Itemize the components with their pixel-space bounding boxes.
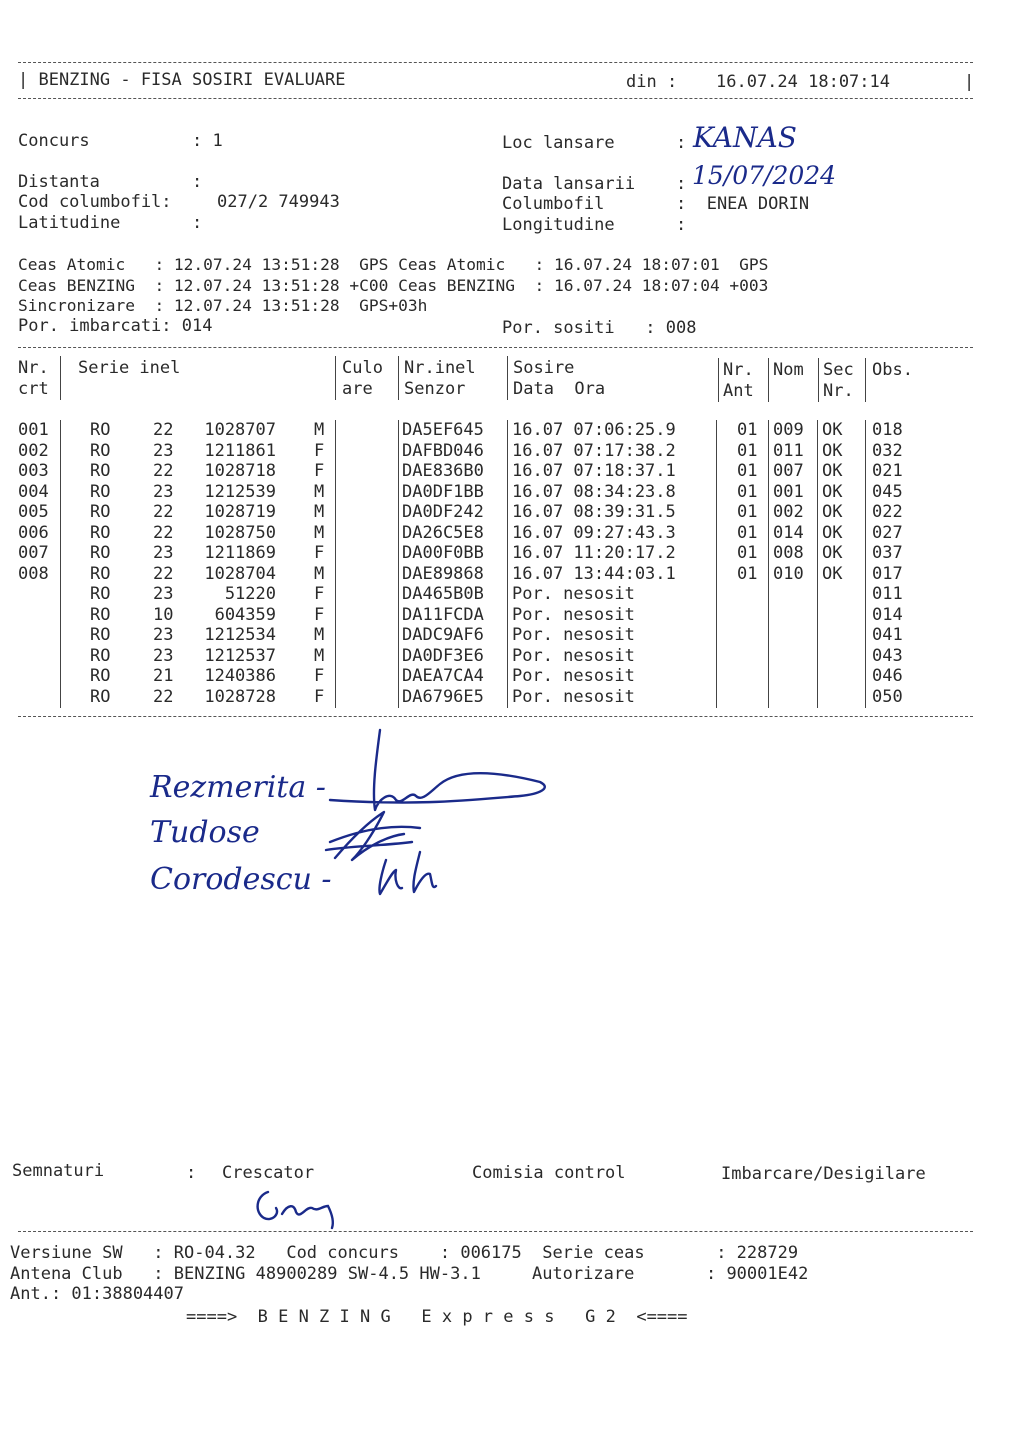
distanta-label: Distanta xyxy=(18,172,100,192)
header-right-bar: | xyxy=(964,72,975,92)
porumbei-sositi: Por. sositi : 008 xyxy=(502,318,697,338)
cell-country: RO xyxy=(90,543,111,563)
cell-obs: 011 xyxy=(872,584,903,604)
cell-nom: 014 xyxy=(773,522,804,543)
cell-nr-crt: 007 xyxy=(18,543,49,563)
cell-ring-number: 1028707 xyxy=(204,420,276,440)
cell-sosire: 16.07 07:18:37.1 xyxy=(512,461,676,481)
cell-country: RO xyxy=(90,584,111,604)
cell-country: RO xyxy=(90,440,111,461)
cell-nr-crt: 002 xyxy=(18,440,49,461)
cell-country: RO xyxy=(90,645,111,666)
cell-nom: 008 xyxy=(773,543,804,563)
cell-senzor: DA6796E5 xyxy=(402,686,484,707)
cell-nr-crt: 004 xyxy=(18,481,49,502)
cell-country: RO xyxy=(90,502,111,522)
cell-sosire: Por. nesosit xyxy=(512,666,635,686)
cell-sex: F xyxy=(314,461,325,481)
cell-obs: 017 xyxy=(872,563,903,584)
cell-sosire: Por. nesosit xyxy=(512,584,635,604)
columbofil-label: Columbofil xyxy=(502,194,605,214)
cell-nr-ant: 01 xyxy=(737,420,758,440)
comisia-control-label: Comisia control xyxy=(472,1163,626,1183)
cell-obs: 018 xyxy=(872,420,903,440)
cell-ring-number: 1240386 xyxy=(204,666,276,686)
cell-ring-number: 1212537 xyxy=(204,645,276,666)
cell-sex: M xyxy=(314,645,325,666)
loc-lansare-handwritten: KANAS xyxy=(693,121,797,154)
cell-senzor: DAE89868 xyxy=(402,563,484,584)
loc-lansare-colon: : xyxy=(676,133,687,153)
cell-ring-number: 1028718 xyxy=(204,461,276,481)
cell-sex: M xyxy=(314,522,325,543)
cell-obs: 041 xyxy=(872,625,903,645)
cell-senzor: DA26C5E8 xyxy=(402,522,484,543)
col-header-senzor: Senzor xyxy=(404,379,466,399)
cell-sex: M xyxy=(314,420,325,440)
report-title: | BENZING - FISA SOSIRI EVALUARE xyxy=(18,70,346,90)
latitudine-label: Latitudine xyxy=(18,213,121,233)
cell-sex: F xyxy=(314,440,325,461)
cell-senzor: DA5EF645 xyxy=(402,420,484,440)
cell-obs: 046 xyxy=(872,666,903,686)
cell-ring-number: 1028719 xyxy=(204,502,276,522)
footer-brand: ====> B E N Z I N G E x p r e s s G 2 <==== xyxy=(186,1307,688,1327)
cell-senzor: DAFBD046 xyxy=(402,440,484,461)
cell-year: 23 xyxy=(153,625,174,645)
cell-sec: OK xyxy=(822,502,843,522)
concurs-value: : 1 xyxy=(192,131,223,151)
col-header-nr-ant-1: Nr. xyxy=(723,360,754,380)
cell-sosire: Por. nesosit xyxy=(512,604,635,625)
cell-country: RO xyxy=(90,604,111,625)
col-header-obs: Obs. xyxy=(872,360,913,380)
col-header-sec-2: Nr. xyxy=(823,381,854,401)
cell-country: RO xyxy=(90,563,111,584)
clock-line-benzing: Ceas BENZING : 12.07.24 13:51:28 +C00 Ceas BENZING : 16.07.24 18:07:04 +003 xyxy=(18,276,769,295)
imbarcare-desigilare-label: Imbarcare/Desigilare xyxy=(721,1164,926,1184)
cell-senzor: DA00F0BB xyxy=(402,543,484,563)
handwritten-name-1: Rezmerita - xyxy=(150,770,326,805)
semnaturi-colon: : xyxy=(186,1163,197,1183)
footer-version-line: Versiune SW : RO-04.32 Cod concurs : 006175 Serie ceas : 228729 xyxy=(10,1243,799,1263)
cell-nr-ant: 01 xyxy=(737,461,758,481)
cell-year: 23 xyxy=(153,543,174,563)
cell-ring-number: 1211869 xyxy=(204,543,276,563)
cell-year: 22 xyxy=(153,563,174,584)
handwritten-name-3: Corodescu - xyxy=(150,862,332,897)
cell-obs: 050 xyxy=(872,686,903,707)
cell-sosire: 16.07 07:06:25.9 xyxy=(512,420,676,440)
cell-nr-crt: 006 xyxy=(18,522,49,543)
cell-senzor: DA0DF3E6 xyxy=(402,645,484,666)
cell-sosire: 16.07 07:17:38.2 xyxy=(512,440,676,461)
cell-country: RO xyxy=(90,625,111,645)
cell-nr-ant: 01 xyxy=(737,502,758,522)
cell-nr-ant: 01 xyxy=(737,481,758,502)
col-header-sec-1: Sec xyxy=(823,360,854,380)
data-lansarii-colon: : xyxy=(676,174,687,194)
cell-year: 23 xyxy=(153,481,174,502)
cell-sosire: Por. nesosit xyxy=(512,686,635,707)
cell-sosire: 16.07 11:20:17.2 xyxy=(512,543,676,563)
cell-country: RO xyxy=(90,686,111,707)
cell-nr-crt: 008 xyxy=(18,563,49,584)
cell-obs: 021 xyxy=(872,461,903,481)
cell-ring-number: 1212539 xyxy=(204,481,276,502)
cell-year: 22 xyxy=(153,420,174,440)
cell-sec: OK xyxy=(822,481,843,502)
porumbei-imbarcati: Por. imbarcati: 014 xyxy=(18,316,213,336)
distanta-value: : xyxy=(192,172,203,192)
cell-obs: 032 xyxy=(872,440,903,461)
col-header-nr-inel: Nr.inel xyxy=(404,358,476,378)
col-header-nr-ant-2: Ant xyxy=(723,381,754,401)
cell-sex: F xyxy=(314,584,325,604)
footer-divider xyxy=(18,1231,973,1232)
cell-obs: 014 xyxy=(872,604,903,625)
cell-sosire: 16.07 13:44:03.1 xyxy=(512,563,676,584)
cell-obs: 045 xyxy=(872,481,903,502)
cell-ring-number: 1211861 xyxy=(204,440,276,461)
cell-sec: OK xyxy=(822,543,843,563)
cell-sosire: Por. nesosit xyxy=(512,625,635,645)
cell-senzor: DADC9AF6 xyxy=(402,625,484,645)
cell-ring-number: 1028750 xyxy=(204,522,276,543)
cell-senzor: DA11FCDA xyxy=(402,604,484,625)
columbofil-value: : ENEA DORIN xyxy=(676,194,810,214)
cell-nom: 007 xyxy=(773,461,804,481)
col-header-culoare-1: Culo xyxy=(342,358,383,378)
cell-sec: OK xyxy=(822,420,843,440)
cell-sosire: Por. nesosit xyxy=(512,645,635,666)
col-header-nr: Nr. xyxy=(18,358,49,378)
cell-country: RO xyxy=(90,420,111,440)
longitudine-value: : xyxy=(676,215,687,235)
data-lansarii-handwritten: 15/07/2024 xyxy=(692,161,837,190)
col-header-nom: Nom xyxy=(773,360,804,380)
cell-sec: OK xyxy=(822,522,843,543)
report-date-value: 16.07.24 18:07:14 xyxy=(716,72,890,92)
cell-country: RO xyxy=(90,522,111,543)
cell-sex: F xyxy=(314,543,325,563)
cell-obs: 027 xyxy=(872,522,903,543)
cell-country: RO xyxy=(90,481,111,502)
cell-country: RO xyxy=(90,461,111,481)
concurs-label: Concurs xyxy=(18,131,90,151)
cell-obs: 037 xyxy=(872,543,903,563)
col-header-data-ora: Data Ora xyxy=(513,379,606,399)
cell-sex: M xyxy=(314,563,325,584)
cell-ring-number: 1028728 xyxy=(204,686,276,707)
cell-nr-ant: 01 xyxy=(737,543,758,563)
cell-nom: 010 xyxy=(773,563,804,584)
cell-nr-crt: 001 xyxy=(18,420,49,440)
cell-senzor: DA0DF1BB xyxy=(402,481,484,502)
cell-sex: F xyxy=(314,604,325,625)
cell-obs: 022 xyxy=(872,502,903,522)
cell-sex: M xyxy=(314,625,325,645)
loc-lansare-label: Loc lansare xyxy=(502,133,615,153)
cell-year: 22 xyxy=(153,686,174,707)
cell-senzor: DAE836B0 xyxy=(402,461,484,481)
cell-ring-number: 1212534 xyxy=(204,625,276,645)
footer-ant-line: Ant.: 01:38804407 xyxy=(10,1284,184,1304)
cell-year: 22 xyxy=(153,461,174,481)
cell-year: 23 xyxy=(153,440,174,461)
footer-antena-line: Antena Club : BENZING 48900289 SW-4.5 HW-3.1 Autorizare : 90001E42 xyxy=(10,1264,809,1284)
cell-year: 10 xyxy=(153,604,174,625)
col-header-culoare-2: are xyxy=(342,379,373,399)
cell-sec: OK xyxy=(822,461,843,481)
cell-ring-number: 51220 xyxy=(224,584,276,604)
cell-nom: 001 xyxy=(773,481,804,502)
col-header-serie-inel: Serie inel xyxy=(78,358,181,378)
col-header-crt: crt xyxy=(18,379,49,399)
cell-sosire: 16.07 08:39:31.5 xyxy=(512,502,676,522)
cell-country: RO xyxy=(90,666,111,686)
clock-line-sincronizare: Sincronizare : 12.07.24 13:51:28 GPS+03h xyxy=(18,296,428,315)
cod-columbofil-label: Cod columbofil: xyxy=(18,192,172,212)
cod-columbofil-value: 027/2 749943 xyxy=(217,192,340,212)
col-header-sosire: Sosire xyxy=(513,358,575,378)
cell-ring-number: 1028704 xyxy=(204,563,276,584)
cell-nr-ant: 01 xyxy=(737,440,758,461)
cell-nom: 011 xyxy=(773,440,804,461)
cell-sec: OK xyxy=(822,440,843,461)
cell-sex: F xyxy=(314,686,325,707)
cell-nr-ant: 01 xyxy=(737,522,758,543)
cell-senzor: DA465B0B xyxy=(402,584,484,604)
cell-year: 22 xyxy=(153,502,174,522)
cell-sex: M xyxy=(314,502,325,522)
cell-year: 21 xyxy=(153,666,174,686)
cell-year: 23 xyxy=(153,645,174,666)
cell-senzor: DA0DF242 xyxy=(402,502,484,522)
report-date-label: din : xyxy=(626,72,678,92)
crescator-label: Crescator xyxy=(222,1163,315,1183)
cell-nom: 002 xyxy=(773,502,804,522)
latitudine-value: : xyxy=(192,213,203,233)
cell-nr-ant: 01 xyxy=(737,563,758,584)
cell-sosire: 16.07 09:27:43.3 xyxy=(512,522,676,543)
cell-senzor: DAEA7CA4 xyxy=(402,666,484,686)
cell-sex: F xyxy=(314,666,325,686)
cell-ring-number: 604359 xyxy=(214,604,276,625)
clock-line-atomic: Ceas Atomic : 12.07.24 13:51:28 GPS Ceas Atomic : 16.07.24 18:07:01 GPS xyxy=(18,255,769,274)
cell-sex: M xyxy=(314,481,325,502)
cell-nr-crt: 003 xyxy=(18,461,49,481)
cell-year: 23 xyxy=(153,584,174,604)
longitudine-label: Longitudine xyxy=(502,215,615,235)
cell-sosire: 16.07 08:34:23.8 xyxy=(512,481,676,502)
cell-nr-crt: 005 xyxy=(18,502,49,522)
semnaturi-label: Semnaturi xyxy=(12,1161,105,1181)
cell-obs: 043 xyxy=(872,645,903,666)
data-lansarii-label: Data lansarii xyxy=(502,174,636,194)
cell-nom: 009 xyxy=(773,420,804,440)
cell-year: 22 xyxy=(153,522,174,543)
cell-sec: OK xyxy=(822,563,843,584)
handwritten-name-2: Tudose xyxy=(150,815,260,850)
